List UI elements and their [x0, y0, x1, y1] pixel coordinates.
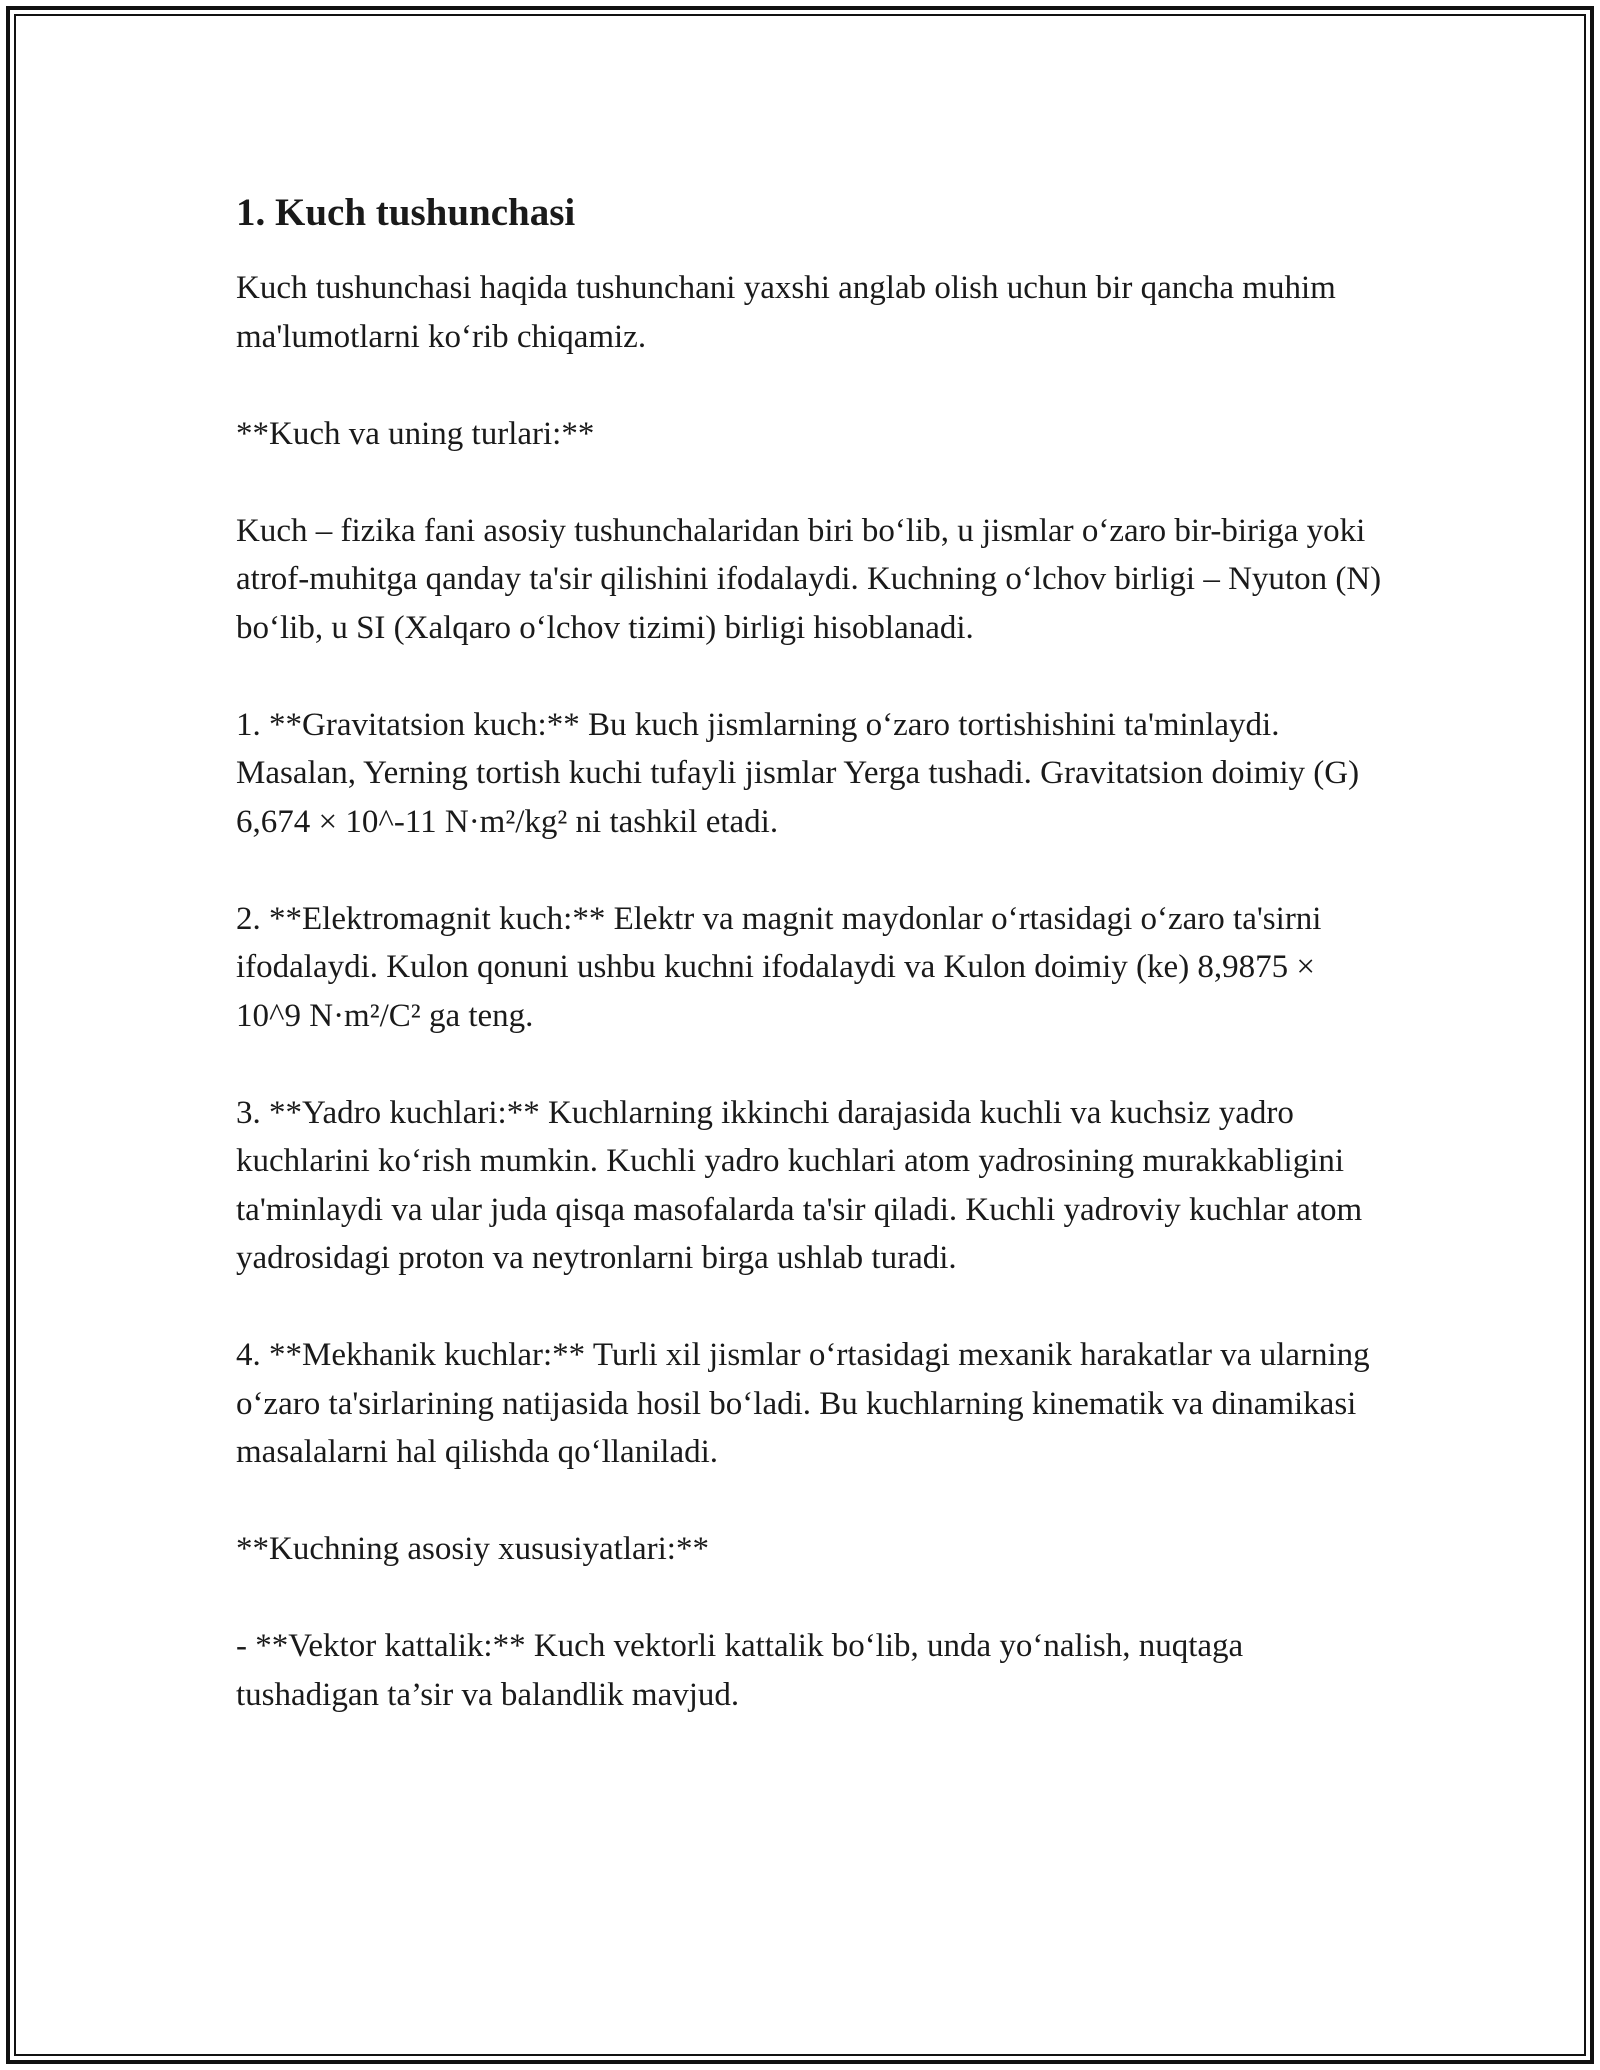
list-item-nuclear: 3. **Yadro kuchlari:** Kuchlarning ikkinchi darajasida kuchli va kuchsiz yadro kuchlarini ko‘rish mumkin. Kuchli yadro kuchlari atom yadrosining murakkabligini ta'minlaydi va ular juda qisqa masofalarda ta'sir qiladi. Kuchli yadroviy kuchlar atom yadrosidagi proton va neytronlarni birga ushlab turadi.: [236, 1094, 1363, 1276]
list-item-mechanical: 4. **Mekhanik kuchlar:** Turli xil jismlar o‘rtasidagi mexanik harakatlar va ularning o‘zaro ta'sirlarining natijasida hosil bo‘ladi. Bu kuchlarning kinematik va dinamikasi masalalarni hal qilishda qo‘llaniladi.: [236, 1337, 1370, 1470]
subheading-properties: **Kuchning asosiy xususiyatlari:**: [236, 1531, 709, 1567]
bullet-vector-quantity: - **Vektor kattalik:** Kuch vektorli kattalik bo‘lib, unda yo‘nalish, nuqtaga tushadigan ta’sir va balandlik mavjud.: [236, 1628, 1244, 1713]
subheading-force-types: **Kuch va uning turlari:**: [236, 415, 595, 452]
definition-paragraph: Kuch – fizika fani asosiy tushunchalaridan biri bo‘lib, u jismlar o‘zaro bir-biriga yoki atrof-muhitga qanday ta'sir qilishini ifodalaydi. Kuchning o‘lchov birligi – Nyuton (N) bo‘lib, u SI (Xalqaro o‘lchov tizimi) birligi hisoblanadi.: [236, 512, 1382, 646]
list-item-gravitational: 1. **Gravitatsion kuch:** Bu kuch jismlarning o‘zaro tortishishini ta'minlaydi. Masalan, Yerning tortish kuchi tufayli jismlar Yerga tushadi. Gravitatsion doimiy (G) 6,674 × 10^-11 N·m²/kg² ni tashkil etadi.: [236, 706, 1360, 840]
list-item-electromagnetic: 2. **Elektromagnit kuch:** Elektr va magnit maydonlar o‘rtasidagi o‘zaro ta'sirni ifodalaydi. Kulon qonuni ushbu kuchni ifodalaydi va Kulon doimiy (ke) 8,9875 × 10^9 N·m²/C² ga teng.: [236, 900, 1322, 1034]
section-heading: 1. Kuch tushunchasi: [236, 191, 576, 234]
intro-paragraph: Kuch tushunchasi haqida tushunchani yaxshi anglab olish uchun bir qancha muhim ma'lumotlarni ko‘rib chiqamiz.: [236, 270, 1336, 355]
document-body: [236, 186, 1386, 1768]
